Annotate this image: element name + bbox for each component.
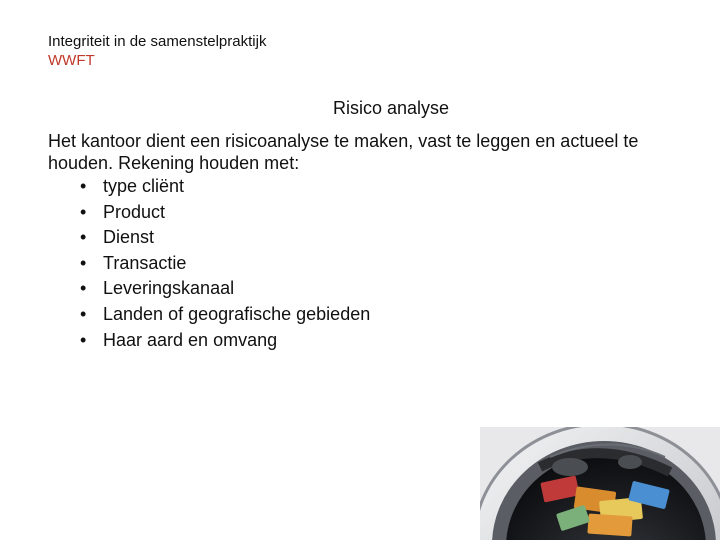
header-subtitle: WWFT — [48, 52, 95, 69]
washing-machine-illustration — [480, 427, 720, 540]
slide-title — [0, 98, 720, 119]
list-item: • Leveringskanaal — [80, 276, 370, 302]
list-item: • type cliënt — [80, 174, 370, 200]
header-title: Integriteit in de samenstelpraktijk — [48, 33, 267, 50]
bullet-list — [80, 174, 370, 353]
washing-machine-money-photo — [480, 427, 720, 540]
list-item: • Landen of geografische gebieden — [80, 302, 370, 328]
list-item: • Haar aard en omvang — [80, 328, 370, 354]
list-item: • Dienst — [80, 225, 370, 251]
list-item: • Transactie — [80, 251, 370, 277]
slide-title-text: Risico analyse — [332, 98, 450, 118]
intro-text: Het kantoor dient een risicoanalyse te maken, vast te leggen en actueel te houden. Rekening houden met: — [48, 131, 639, 173]
list-item: • Product — [80, 200, 370, 226]
